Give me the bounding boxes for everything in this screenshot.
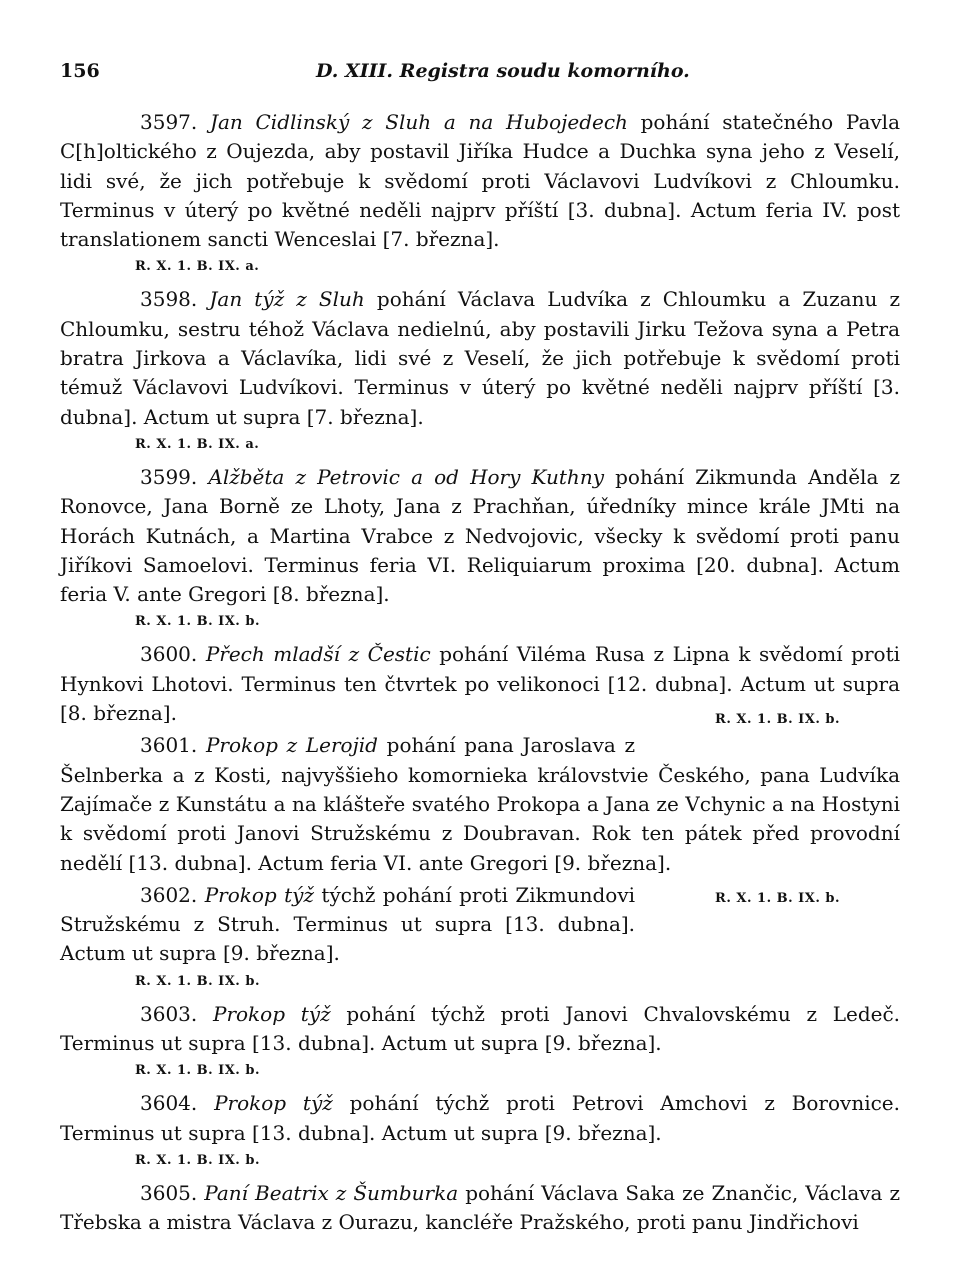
entry-3599 xyxy=(60,463,900,609)
entry-parties: Jan Cidlinský z Sluh a na Hubojedech xyxy=(209,110,628,134)
entry-signature: R. X. 1. B. IX. b. xyxy=(135,973,260,989)
entry-number: 3597. xyxy=(140,110,198,134)
entry-3603 xyxy=(60,1000,900,1059)
page-header xyxy=(60,60,900,88)
entry-number: 3604. xyxy=(140,1091,198,1116)
page-number: 156 xyxy=(60,60,100,82)
entry-signature: R. X. 1. B. IX. b. xyxy=(135,614,260,630)
entry-number: 3603. xyxy=(140,1001,198,1026)
entry-number: 3605. xyxy=(140,1180,198,1205)
entry-text: pohání statečného Pavla C[h]oltického z Oujezda, aby postavil Jiříka Hudce a Duchka syna jeho z Veselí, lidi své, že jich potřebuje k svědomí proti Václavovi Ludvíkovi z Chloumku. Terminus v úterý po květné neděli najprv příští [3. dubna]. Actum feria IV. post translationem sancti Wenceslai [7. března]. xyxy=(60,110,900,252)
entry-number: 3599. xyxy=(140,464,198,489)
entry-number: 3600. xyxy=(140,642,198,667)
entry-parties: Přech mladší z Čestic xyxy=(205,642,431,667)
entry-text: pohání Václava Ludvíka z Chloumku a Zuzanu z Chloumku, sestru téhož Václava nedielnú, aby postavili Jirku Težova syna a Petra bratra Jirkova a Václavíka, lidi své z Veselí, že jich potřebuje k svědomí proti témuž Václavovi Ludvíkovi. Terminus v úterý po květné neděli najprv příští [3. dubna]. Actum ut supra [7. března]. xyxy=(60,287,900,429)
entry-signature: R. X. 1. B. IX. b. xyxy=(715,712,840,728)
entry-parties: Jan týž z Sluh xyxy=(209,287,365,312)
entry-text: pohání týchž proti Janovi Chvalovskému z Ledeč. Terminus ut supra [13. dubna]. Actum ut supra [9. března]. xyxy=(60,1001,901,1056)
entry-parties: Paní Beatrix z Šumburka xyxy=(204,1180,459,1205)
entry-text: pohání Zikmunda Anděla z Ronovce, Jana Borně ze Lhoty, Jana z Prachňan, úředníky mince krále JMti na Horách Kutnách, a Martina Vrabce z Nedvojovic, všecky k svědomí proti panu Jiříkovi Samoelovi. Terminus feria VI. Reliquiarum proxima [20. dubna]. Actum feria V. ante Gregori [8. března]. xyxy=(60,464,901,607)
entry-signature: R. X. 1. B. IX. b. xyxy=(135,1063,260,1079)
entry-parties: Prokop týž xyxy=(213,1001,331,1026)
entry-3600 xyxy=(60,640,900,728)
running-title: D. XIII. Registra soudu komorního. xyxy=(316,60,690,82)
entry-text: pohání týchž proti Petrovi Amchovi z Borovnice. Terminus ut supra [13. dubna]. Actum ut supra [9. března]. xyxy=(60,1091,900,1145)
entry-signature: R. X. 1. B. IX. a. xyxy=(135,259,260,275)
entry-text: pohání Václava Saka ze Znančic, Václava z Třebska a mistra Václava z Ourazu, kancléře Pražského, proti panu Jindřichovi xyxy=(60,1180,901,1235)
entry-number: 3598. xyxy=(140,287,198,312)
entry-signature: R. X. 1. B. IX. b. xyxy=(715,890,840,906)
entry-parties: Alžběta z Petrovic a od Hory Kuthny xyxy=(208,464,604,489)
entry-3605 xyxy=(60,1179,900,1238)
entry-text: týchž pohání proti Zikmundovi Stružskému z Struh. Terminus ut supra [13. dubna]. Actum ut supra [9. března]. xyxy=(60,882,636,966)
entry-number: 3601. xyxy=(140,733,198,758)
entry-3598 xyxy=(60,285,900,431)
entry-number: 3602. xyxy=(140,882,198,907)
entry-3604 xyxy=(60,1089,900,1148)
entry-text: pohání Viléma Rusa z Lipna k svědomí proti Hynkovi Lhotovi. Terminus ten čtvrtek po velikonoci [12. dubna]. Actum ut supra [8. března]. xyxy=(60,642,901,726)
entry-signature: R. X. 1. B. IX. b. xyxy=(135,1152,260,1168)
entry-text: pohání pana Jaroslava z Šelnberka a z Kosti, najvyššieho komornieka královstvie Českého, pana Ludvíka Zajímače z Kunstátu a na klášteře svatého Prokopa a Jana ze Vchynic a na Hostyni k svědomí proti Janovi Stružskému z Doubravan. Rok ten pátek před provodní nedělí [13. dubna]. Actum feria VI. ante Gregori [9. března]. xyxy=(60,733,900,875)
entries-list xyxy=(60,108,900,1241)
entry-signature: R. X. 1. B. IX. a. xyxy=(135,436,260,452)
entry-parties: Prokop týž xyxy=(204,882,314,907)
entry-parties: Prokop týž xyxy=(214,1091,333,1116)
entry-parties: Prokop z Lerojid xyxy=(205,733,378,758)
entry-3597 xyxy=(60,108,900,254)
